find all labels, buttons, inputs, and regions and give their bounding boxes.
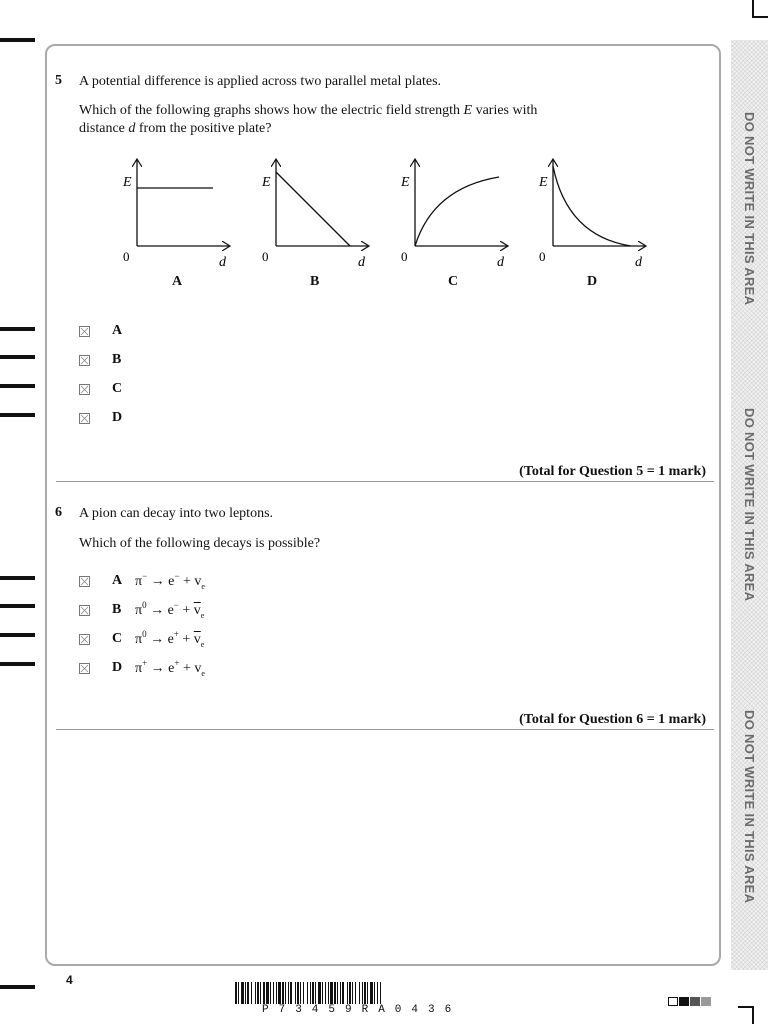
q5-option-d[interactable]	[79, 410, 122, 426]
answer-checkbox[interactable]	[79, 663, 90, 674]
barcode-bar	[307, 982, 308, 1004]
barcode-bar	[370, 982, 373, 1004]
y-axis-label: E	[262, 175, 271, 190]
answer-checkbox[interactable]	[79, 576, 90, 587]
barcode-bar	[282, 982, 284, 1004]
barcode-bar	[352, 982, 353, 1004]
question-6-number: 6	[55, 505, 62, 520]
graph-label-c: C	[448, 274, 459, 289]
x-axis-label: d	[497, 255, 504, 270]
graph-d	[538, 160, 645, 270]
answer-checkbox[interactable]	[79, 413, 90, 424]
timing-mark	[0, 576, 35, 580]
barcode-bar	[367, 982, 368, 1004]
question-divider	[56, 481, 714, 482]
barcode-bar	[297, 982, 299, 1004]
barcode	[235, 982, 535, 1004]
barcode-bar	[285, 982, 286, 1004]
option-letter: A	[112, 573, 123, 588]
barcode-bar	[238, 982, 239, 1004]
barcode-bar	[340, 982, 341, 1004]
barcode-bar	[355, 982, 356, 1004]
barcode-bar	[342, 982, 344, 1004]
barcode-bar	[337, 982, 338, 1004]
q5-option-a[interactable]	[79, 323, 122, 339]
barcode-bar	[247, 982, 249, 1004]
question-5-stem: A potential difference is applied across two parallel metal plates.	[79, 74, 442, 89]
barcode-bar	[310, 982, 311, 1004]
barcode-bar	[303, 982, 304, 1004]
barcode-bar	[362, 982, 363, 1004]
do-not-write-warning: DO NOT WRITE IN THIS AREA	[742, 112, 757, 306]
graph-label-a: A	[172, 274, 183, 289]
timing-mark	[0, 355, 35, 359]
crop-mark-top-h	[752, 16, 768, 18]
answer-checkbox[interactable]	[79, 605, 90, 616]
page-number: 4	[66, 973, 73, 987]
barcode-bar	[273, 982, 274, 1004]
do-not-write-warning: DO NOT WRITE IN THIS AREA	[742, 408, 757, 602]
origin-label: 0	[401, 249, 408, 264]
option-letter: C	[112, 631, 123, 646]
graph-label-b: B	[310, 274, 320, 289]
answer-checkbox[interactable]	[79, 326, 90, 337]
barcode-bar	[334, 982, 336, 1004]
barcode-bar	[380, 982, 381, 1004]
barcode-bar	[270, 982, 271, 1004]
question-5-prompt: Which of the following graphs shows how the electric field strength E varies with distance d from the positive plate?	[79, 103, 538, 136]
graph-c	[400, 160, 507, 270]
answer-checkbox[interactable]	[79, 355, 90, 366]
option-letter: B	[112, 602, 122, 617]
graph-b	[261, 160, 368, 270]
q6-option-b[interactable]	[79, 600, 204, 620]
barcode-bar	[255, 982, 256, 1004]
barcode-bar	[260, 982, 261, 1004]
do-not-write-sidebar	[731, 40, 768, 970]
decay-equation: $\pi^+ \to e^+ + v_e$	[135, 658, 205, 678]
barcode-bar	[364, 982, 366, 1004]
q6-option-d[interactable]	[79, 658, 205, 678]
q5-option-c[interactable]	[79, 381, 122, 397]
barcode-bar	[359, 982, 360, 1004]
barcode-bar	[322, 982, 323, 1004]
barcode-bar	[245, 982, 246, 1004]
barcode-bar	[288, 982, 289, 1004]
q5-option-b[interactable]	[79, 352, 121, 368]
option-letter: D	[112, 410, 123, 425]
print-registration-marks	[668, 997, 711, 1006]
timing-mark	[0, 604, 35, 608]
barcode-text: P73459RA0436	[262, 1004, 462, 1016]
timing-mark	[0, 662, 35, 666]
graph-curve	[415, 177, 499, 246]
option-letter: D	[112, 660, 123, 675]
barcode-bar	[328, 982, 329, 1004]
timing-mark	[0, 327, 35, 331]
origin-label: 0	[262, 249, 269, 264]
crop-mark-top	[752, 0, 754, 16]
barcode-bar	[263, 982, 265, 1004]
timing-mark	[0, 985, 35, 989]
question-6-total: (Total for Question 6 = 1 mark)	[519, 712, 706, 727]
barcode-bar	[315, 982, 316, 1004]
barcode-bar	[241, 982, 244, 1004]
barcode-bar	[312, 982, 314, 1004]
x-axis-label: d	[219, 255, 226, 270]
timing-mark	[0, 413, 35, 417]
option-letter: B	[112, 352, 122, 367]
barcode-bar	[377, 982, 378, 1004]
crop-mark-bottom	[752, 1006, 754, 1024]
answer-checkbox[interactable]	[79, 384, 90, 395]
origin-label: 0	[539, 249, 546, 264]
barcode-bar	[374, 982, 375, 1004]
q6-option-a[interactable]	[79, 571, 205, 591]
timing-mark	[0, 38, 35, 42]
timing-mark	[0, 633, 35, 637]
graph-a	[122, 160, 229, 270]
question-6-prompt: Which of the following decays is possible?	[79, 536, 321, 551]
option-letter: A	[112, 323, 123, 338]
x-axis-label: d	[358, 255, 365, 270]
do-not-write-warning: DO NOT WRITE IN THIS AREA	[742, 710, 757, 904]
graph-curve	[276, 172, 350, 246]
q6-option-c[interactable]	[79, 629, 204, 649]
graph-curve	[553, 166, 631, 246]
decay-equation: $\pi^0 \to e^- + \overline{v}_e$	[135, 600, 205, 620]
question-5-graphs	[110, 150, 650, 300]
barcode-bar	[349, 982, 351, 1004]
barcode-bar	[295, 982, 296, 1004]
barcode-bar	[300, 982, 301, 1004]
barcode-bar	[235, 982, 237, 1004]
barcode-bar	[318, 982, 321, 1004]
barcode-bar	[347, 982, 348, 1004]
question-5-total: (Total for Question 5 = 1 mark)	[519, 464, 706, 479]
origin-label: 0	[123, 249, 130, 264]
barcode-bar	[278, 982, 281, 1004]
graph-label-d: D	[587, 274, 598, 289]
question-6-stem: A pion can decay into two leptons.	[79, 506, 274, 521]
question-5-number: 5	[55, 73, 62, 88]
barcode-bar	[276, 982, 277, 1004]
timing-mark	[0, 384, 35, 388]
barcode-bar	[251, 982, 252, 1004]
question-divider	[56, 729, 714, 730]
barcode-bar	[290, 982, 292, 1004]
y-axis-label: E	[123, 175, 132, 190]
decay-equation: $\pi^- \to e^- + v_e$	[135, 571, 205, 591]
answer-checkbox[interactable]	[79, 634, 90, 645]
barcode-bar	[266, 982, 269, 1004]
barcode-bar	[325, 982, 326, 1004]
y-axis-label: E	[539, 175, 548, 190]
barcode-bar	[330, 982, 333, 1004]
decay-equation: $\pi^0 \to e^+ + \overline{v}_e$	[135, 629, 205, 649]
barcode-bar	[257, 982, 259, 1004]
x-axis-label: d	[635, 255, 642, 270]
option-letter: C	[112, 381, 123, 396]
y-axis-label: E	[401, 175, 410, 190]
crop-mark-bottom-h	[738, 1006, 754, 1008]
